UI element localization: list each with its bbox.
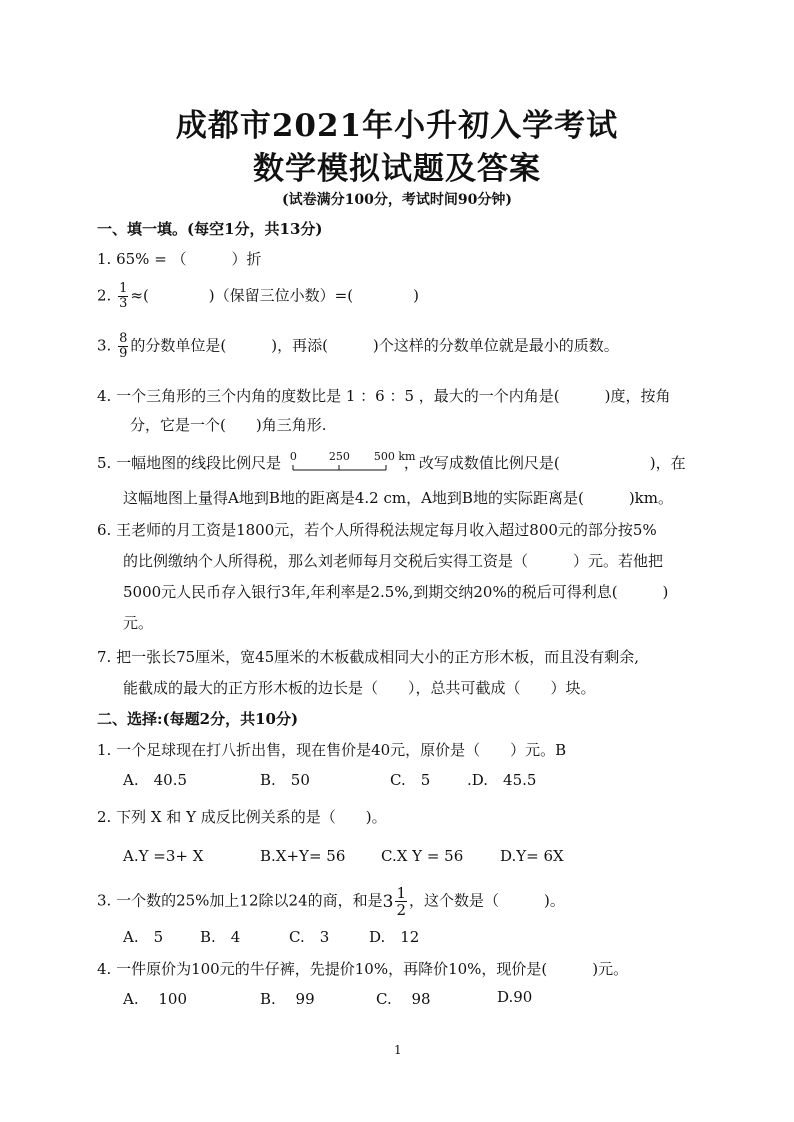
fraction xyxy=(118,282,128,311)
fraction-denominator: 3 xyxy=(119,296,128,311)
question-number: 2. xyxy=(97,808,112,826)
s1-question-6-cont2: 5000元人民币存入银行3年,年利率是2.5%,到期交纳20%的税后可得利息( ) xyxy=(123,583,669,601)
question-text: ，改写成数值比例尺是( )，在 xyxy=(403,454,686,472)
s2q1-option-b: B. 50 xyxy=(260,771,310,789)
s1-question-5-cont: 这幅地图上量得A地到B地的距离是4.2 cm，A地到B地的实际距离是( )km。 xyxy=(123,489,673,507)
s1-question-4 xyxy=(97,385,671,406)
section1-heading: 一、填一填。(每空1分，共13分) xyxy=(97,220,323,238)
question-number: 5. xyxy=(97,454,112,472)
fraction-numerator: 1 xyxy=(396,884,406,902)
question-text: 一个足球现在打八折出售，现在售价是40元，原价是（ ）元。B xyxy=(116,741,567,759)
question-number: 4. xyxy=(97,387,112,405)
s2-question-1 xyxy=(97,739,566,760)
s1-question-6-cont1: 的比例缴纳个人所得税，那么刘老师每月交税后实得工资是（ ）元。若他把 xyxy=(123,552,664,570)
question-text: 65% = （ ）折 xyxy=(116,250,262,268)
s2q4-option-d: D.90 xyxy=(497,988,533,1006)
s2q2-option-c: C.X Y = 56 xyxy=(381,847,464,865)
s1-question-3 xyxy=(97,332,619,361)
fraction-denominator: 9 xyxy=(119,346,128,361)
s1-question-4-cont: 分，它是一个( )角三角形. xyxy=(130,416,327,434)
s1-question-5 xyxy=(97,452,686,474)
question-number: 1. xyxy=(97,741,112,759)
s1-question-6-cont3: 元。 xyxy=(123,614,154,632)
mixed-whole: 3 xyxy=(382,891,394,912)
question-number: 2. xyxy=(97,286,112,305)
s1-question-7-cont: 能截成的最大的正方形木板的边长是（ ），总共可截成（ ）块。 xyxy=(123,679,596,697)
s2q4-option-c: C. 98 xyxy=(376,990,431,1008)
question-text: 把一张长75厘米，宽45厘米的木板截成相同大小的正方形木板，而且没有剩余, xyxy=(116,648,640,666)
exam-title-line1: 成都市2021年小升初入学考试 xyxy=(175,108,619,144)
question-text: 下列 X 和 Y 成反比例关系的是（ )。 xyxy=(116,808,387,826)
question-text: ，这个数是（ )。 xyxy=(408,891,565,910)
s2q3-option-a: A. 5 xyxy=(123,928,164,946)
question-number: 6. xyxy=(97,521,112,539)
question-number: 3. xyxy=(97,336,112,355)
fraction-numerator: 1 xyxy=(119,281,128,296)
s1-question-6 xyxy=(97,519,657,540)
line-scale-bar xyxy=(289,450,416,474)
question-text: 一个数的25%加上12除以24的商，和是 xyxy=(116,891,383,910)
s2q1-option-a: A. 40.5 xyxy=(123,771,187,789)
mixed-number xyxy=(383,892,394,912)
scale-label-0: 0 xyxy=(289,450,297,463)
s1-question-2 xyxy=(97,282,419,311)
s2q2-option-b: B.X+Y= 56 xyxy=(260,847,346,865)
question-text: ≈( )（保留三位小数）=( ) xyxy=(130,286,419,305)
s2q1-option-c: C. 5 xyxy=(390,771,431,789)
section2-heading: 二、选择:(每题2分，共10分) xyxy=(97,710,299,728)
s2q2-option-a: A.Y =3+ X xyxy=(123,847,204,865)
question-number: 4. xyxy=(97,960,112,978)
scale-label-250: 250 xyxy=(328,450,350,463)
question-number: 1. xyxy=(97,250,112,268)
s2-question-3 xyxy=(97,885,565,918)
question-text: 王老师的月工资是1800元，若个人所得税法规定每月收入超过800元的部分按5% xyxy=(116,521,657,539)
scale-label-500: 500 km xyxy=(373,450,416,463)
question-text: 一件原价为100元的牛仔裤，先提价10%，再降价10%，现价是( )元。 xyxy=(116,960,629,978)
question-text: 一幅地图的线段比例尺是 xyxy=(116,454,282,472)
s1-question-7 xyxy=(97,646,639,667)
s2q2-option-d: D.Y= 6X xyxy=(500,847,564,865)
question-number: 7. xyxy=(97,648,112,666)
fraction-denominator: 2 xyxy=(396,901,406,919)
s2q3-option-d: D. 12 xyxy=(369,928,420,946)
fraction xyxy=(118,332,128,361)
s2-question-2 xyxy=(97,806,387,827)
question-text: 的分数单位是( )，再添( )个这样的分数单位就是最小的质数。 xyxy=(130,336,619,355)
s2q3-option-c: C. 3 xyxy=(289,928,330,946)
mixed-fraction xyxy=(395,885,407,918)
page-number: 1 xyxy=(394,1043,402,1057)
question-text: 一个三角形的三个内角的度数比是 1 ：6 ：5 ，最大的一个内角是( )度，按角 xyxy=(116,387,671,405)
s2q4-option-b: B. 99 xyxy=(260,990,315,1008)
s2q3-option-b: B. 4 xyxy=(200,928,241,946)
exam-title-line2: 数学模拟试题及答案 xyxy=(253,151,541,187)
fraction-numerator: 8 xyxy=(119,331,128,346)
s1-question-1 xyxy=(97,248,262,269)
s2q4-option-a: A. 100 xyxy=(123,990,187,1008)
s2-question-4 xyxy=(97,958,628,979)
exam-subtitle: (试卷满分100分，考试时间90分钟) xyxy=(282,192,512,208)
s2q1-option-d: .D. 45.5 xyxy=(467,771,537,789)
question-number: 3. xyxy=(97,891,112,910)
